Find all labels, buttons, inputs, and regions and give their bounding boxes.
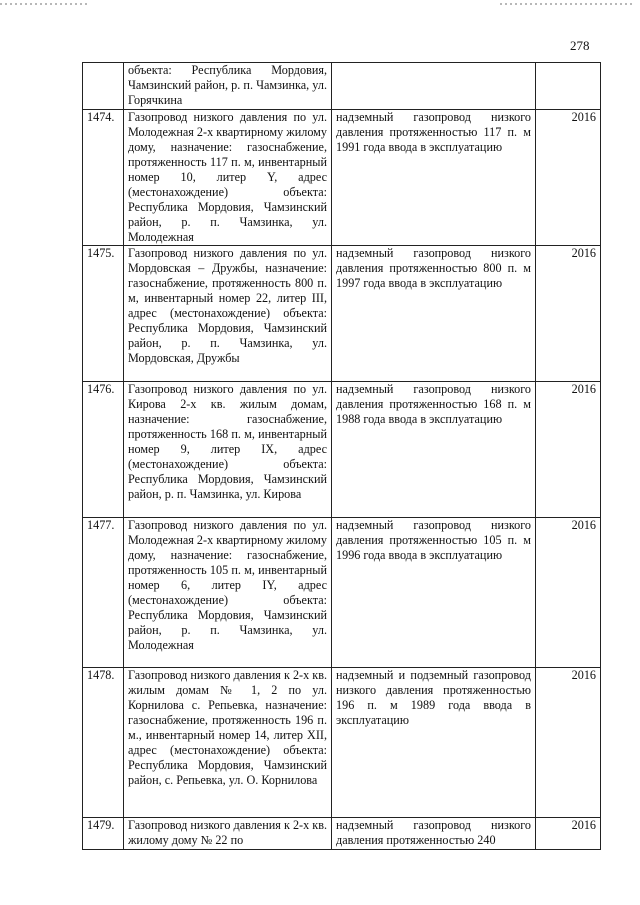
object-description	[124, 668, 332, 818]
table-row	[83, 668, 601, 818]
page-number: 278	[570, 38, 590, 53]
object-description-text: Газопровод низкого давления по ул. Молодежная 2-х квартирному жилому дому, назначение: газоснабжение, протяженность 105 п. м, инвентарный номер 6, литер IY, адрес (местонахождение) объекта: Республика Мордовия, Чамзинский район, р. п. Чамзинка, ул. Молодежная	[128, 518, 327, 652]
object-description	[124, 110, 332, 246]
registration-year: 2016	[536, 668, 601, 818]
table-row	[83, 818, 601, 850]
row-number: 1477.	[83, 518, 124, 668]
registration-year: 2016	[536, 246, 601, 382]
registration-year: 2016	[536, 110, 601, 246]
row-number	[83, 63, 124, 110]
row-number: 1474.	[83, 110, 124, 246]
row-number: 1478.	[83, 668, 124, 818]
row-number: 1479.	[83, 818, 124, 850]
object-description	[124, 518, 332, 668]
table-row	[83, 63, 601, 110]
registration-year: 2016	[536, 382, 601, 518]
registration-year: 2016	[536, 518, 601, 668]
scan-artifact-right	[500, 3, 635, 5]
object-characteristics: надземный газопровод низкого давления протяженностью 105 п. м 1996 года ввода в эксплуатацию	[332, 518, 536, 668]
object-description	[124, 382, 332, 518]
registration-year	[536, 63, 601, 110]
object-characteristics	[332, 63, 536, 110]
scan-artifact-left	[0, 3, 90, 5]
object-description-text: Газопровод низкого давления к 2-х кв. жилым домам № 1, 2 по ул. Корнилова с. Репьевка, назначение: газоснабжение, протяженность 196 п. м., инвентарный номер 14, литер XII, адрес (местонахождение) объекта: Республика Мордовия, Чамзинский район, с. Репьевка, ул. О. Корнилова	[128, 668, 327, 787]
registry-table	[82, 62, 601, 850]
object-characteristics: надземный газопровод низкого давления протяженностью 117 п. м 1991 года ввода в эксплуатацию	[332, 110, 536, 246]
table-row	[83, 518, 601, 668]
object-characteristics: надземный газопровод низкого давления протяженностью 168 п. м 1988 года ввода в эксплуатацию	[332, 382, 536, 518]
object-description-text: Газопровод низкого давления по ул. Кирова 2-х кв. жилым домам, назначение: газоснабжение, протяженность 168 п. м, инвентарный номер 9, литер IX, адрес (местонахождение) объекта: Республика Мордовия, Чамзинский район, р. п. Чамзинка, ул. Кирова	[128, 382, 327, 501]
object-description	[124, 818, 332, 850]
object-characteristics: надземный и подземный газопровод низкого давления протяженностью 196 п. м 1989 года ввода в эксплуатацию	[332, 668, 536, 818]
table-row	[83, 246, 601, 382]
object-description	[124, 246, 332, 382]
object-description-text: Газопровод низкого давления по ул. Молодежная 2-х квартирному жилому дому, назначение: газоснабжение, протяженность 117 п. м, инвентарный номер 10, литер Y, адрес (местонахождение) объекта: Республика Мордовия, Чамзинский район, р. п. Чамзинка, ул. Молодежная	[128, 110, 327, 244]
row-number: 1475.	[83, 246, 124, 382]
table-row	[83, 382, 601, 518]
object-description	[124, 63, 332, 110]
object-description-text: объекта: Республика Мордовия, Чамзинский район, р. п. Чамзинка, ул. Горячкина	[128, 63, 327, 107]
object-description-text: Газопровод низкого давления по ул. Мордовская – Дружбы, назначение: газоснабжение, протяженность 800 п. м, инвентарный номер 22, литер III, адрес (местонахождение) объекта: Республика Мордовия, Чамзинский район, р. п. Чамзинка, ул. Мордовская, Дружбы	[128, 246, 327, 365]
registration-year: 2016	[536, 818, 601, 850]
table-row	[83, 110, 601, 246]
object-characteristics: надземный газопровод низкого давления протяженностью 800 п. м 1997 года ввода в эксплуатацию	[332, 246, 536, 382]
row-number: 1476.	[83, 382, 124, 518]
object-description-text: Газопровод низкого давления к 2-х кв. жилому дому № 22 по	[128, 818, 327, 847]
object-characteristics: надземный газопровод низкого давления протяженностью 240	[332, 818, 536, 850]
